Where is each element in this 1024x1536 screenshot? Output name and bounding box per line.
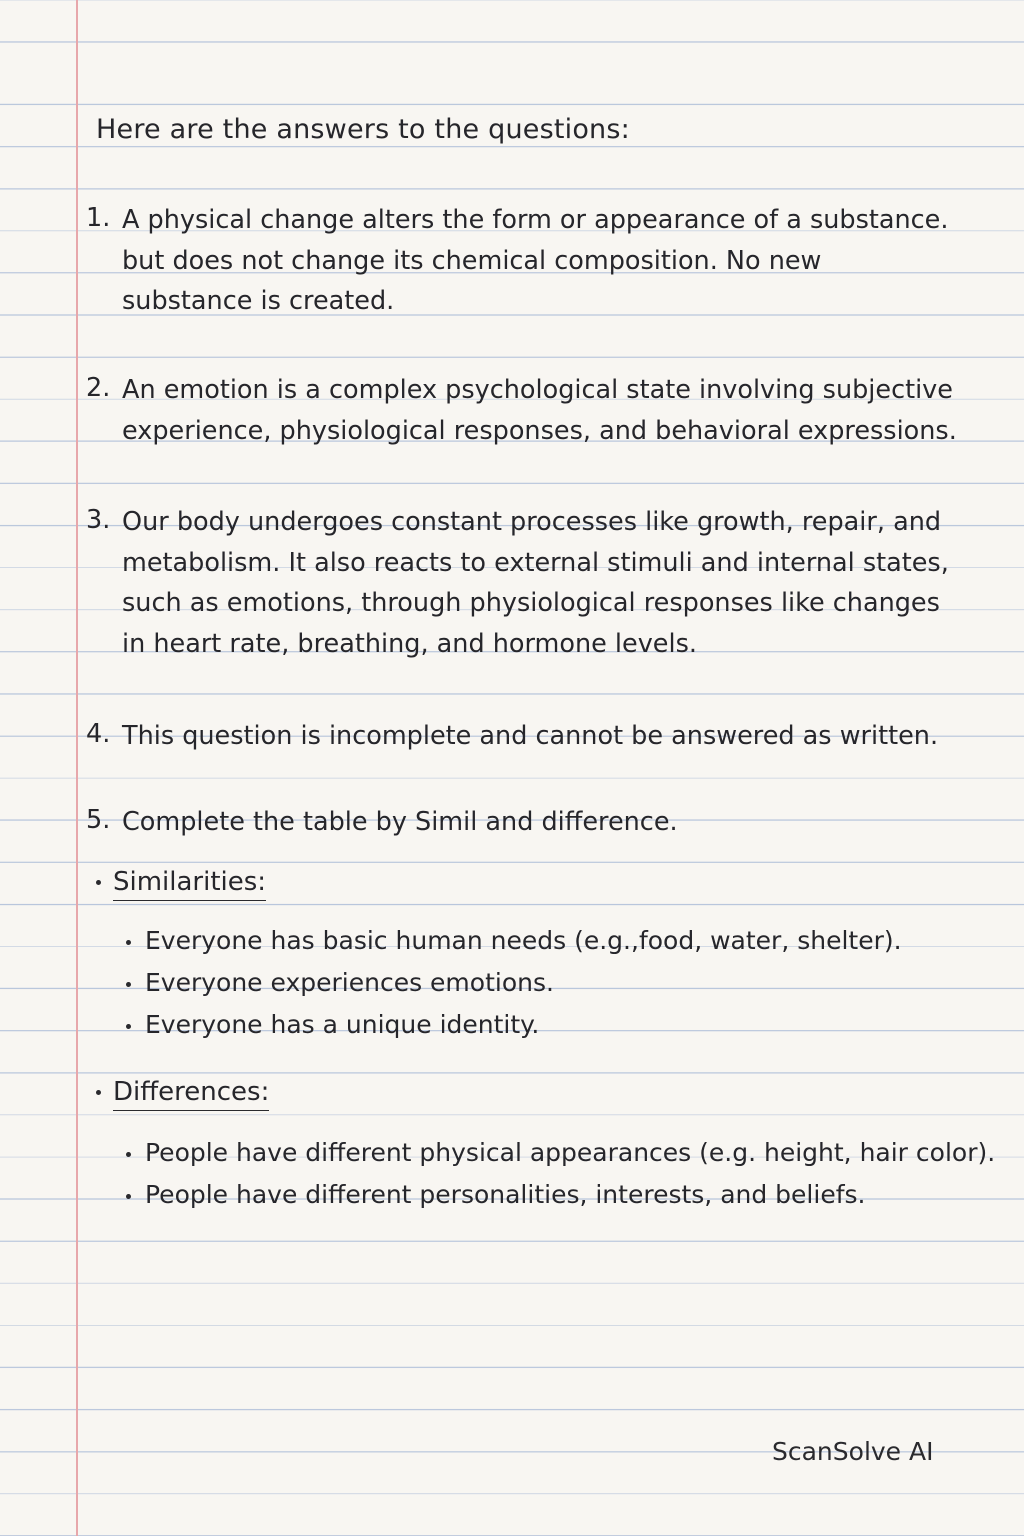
answer-1-line-2: but does not change its chemical composition. No new [122,245,822,276]
margin-line [76,0,78,1536]
answer-5-number: 5. [86,805,111,835]
answer-3-line-1: Our body undergoes constant processes like growth, repair, and [122,507,942,537]
answer-4-text [122,716,938,757]
answer-2-text [122,370,957,451]
similarity-text: Everyone has basic human needs (e.g.,food, water, shelter). [145,926,902,955]
bullet-dot [126,1152,131,1157]
difference-text: People have different personalities, interests, and beliefs. [145,1180,866,1209]
bullet-dot [96,1090,101,1095]
bullet-dot [126,1024,131,1029]
answer-3-line-3: such as emotions, through physiological responses like changes [122,588,940,618]
bullet-dot [126,1194,131,1199]
bullet-dot [126,940,131,945]
similarities-section-label [96,862,266,902]
list-item [126,1004,902,1046]
answer-5-line-1: Complete the table by Simil and difference. [122,807,678,837]
answers-heading: Here are the answers to the questions: [96,114,630,145]
differences-label: Differences: [113,1077,269,1111]
answer-2-number: 2. [86,373,111,403]
similarities-list [126,920,902,1046]
answer-1-line-3: substance is created. [122,286,395,316]
list-item [126,1132,995,1174]
list-item [126,1174,995,1216]
answer-2-line-1: An emotion is a complex psychological state involving subjective [122,375,953,405]
list-item [126,962,902,1004]
differences-list [126,1132,995,1216]
list-item [126,920,902,962]
differences-section-label [96,1072,269,1112]
similarities-label: Similarities: [113,867,266,901]
answer-3-number: 3. [86,505,111,535]
bullet-dot [126,982,131,987]
answer-3-line-2: metabolism. It also reacts to external stimuli and internal states, [122,547,949,578]
answer-4-line-1: This question is incomplete and cannot be answered as written. [122,721,939,751]
answer-2-line-2: experience, physiological responses, and behavioral expressions. [122,415,957,446]
similarity-text: Everyone experiences emotions. [145,968,554,997]
answer-4-number: 4. [86,719,111,749]
answer-5-text [122,802,678,843]
answer-3-text [122,502,949,664]
answer-1-line-1: A physical change alters the form or appearance of a substance. [122,205,949,235]
difference-text: People have different physical appearances (e.g. height, hair color). [145,1138,996,1167]
bullet-dot [96,880,101,885]
answer-1-number: 1. [86,203,111,233]
similarity-text: Everyone has a unique identity. [145,1010,540,1039]
answer-1-text [122,200,948,322]
brand-watermark: ScanSolve AI [772,1437,934,1466]
answer-3-line-4: in heart rate, breathing, and hormone levels. [122,628,697,659]
